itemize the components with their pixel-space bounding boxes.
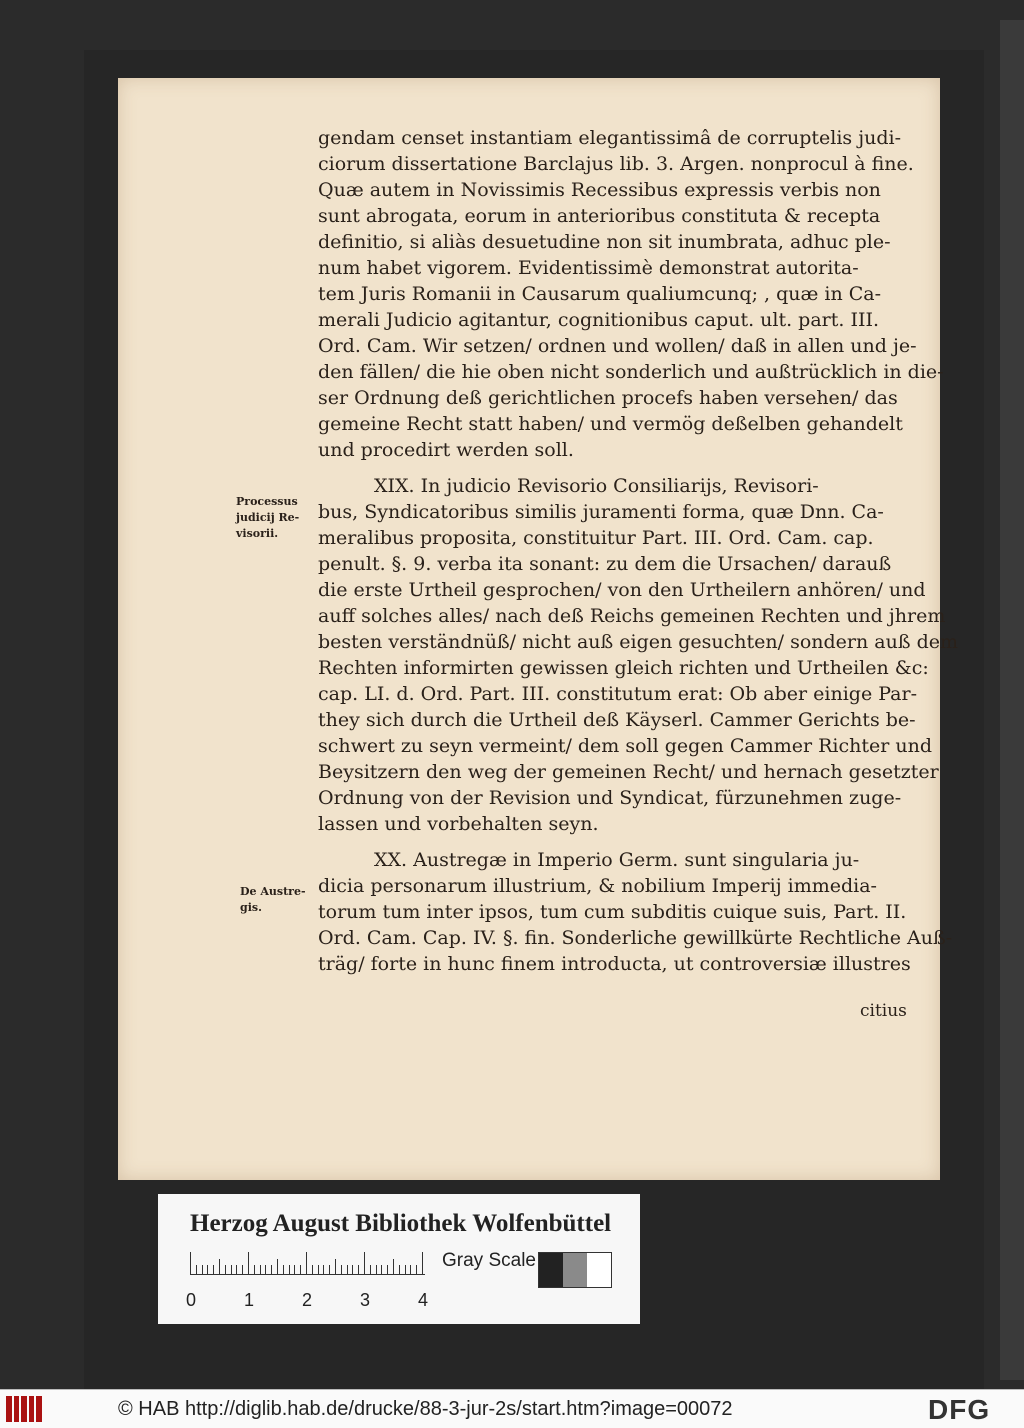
swatch-white — [587, 1253, 611, 1287]
scale-card — [158, 1194, 640, 1324]
text-line: Beysitzern den weg der gemeinen Recht/ und hernach gesetzter — [318, 761, 939, 783]
ruler-tick — [376, 1265, 377, 1274]
ruler-tick — [318, 1265, 319, 1274]
ruler-tick — [335, 1259, 336, 1274]
ruler-tick — [207, 1265, 208, 1274]
text-line: Rechten informirten gewissen gleich richten und Urtheilen &c: — [318, 657, 929, 679]
text-line: gendam censet instantiam elegantissimâ de corruptelis judi- — [318, 127, 902, 149]
ruler-tick — [242, 1265, 243, 1274]
ruler-label: 0 — [186, 1290, 197, 1310]
ruler-tick — [213, 1265, 214, 1274]
text-line: they sich durch die Urtheil deß Käyserl. Cammer Gerichts be- — [318, 709, 916, 731]
ruler-tick — [196, 1265, 197, 1274]
margin-note-line: visorii. — [236, 527, 279, 540]
ruler-tick — [422, 1252, 423, 1274]
ruler-tick — [364, 1252, 365, 1274]
text-line: ser Ordnung deß gerichtlichen procefs haben versehen/ das — [318, 387, 898, 409]
text-line: die erste Urtheil gesprochen/ von den Urtheilern anhören/ und — [318, 579, 926, 601]
ruler-tick — [277, 1259, 278, 1274]
margin-note-line: Processus — [236, 495, 298, 508]
ruler-tick — [352, 1265, 353, 1274]
text-line: sunt abrogata, eorum in anterioribus constituta & recepta — [318, 205, 881, 227]
text-line: Quæ autem in Novissimis Recessibus expressis verbis non — [318, 179, 881, 201]
ruler-tick — [248, 1252, 249, 1274]
text-line: auff solches alles/ nach deß Reichs gemeinen Rechten und jhrem — [318, 605, 946, 627]
ruler-tick — [190, 1252, 191, 1274]
book-page — [118, 78, 958, 1180]
text-line: Ordnung von der Revision und Syndicat, fürzunehmen zuge- — [318, 787, 902, 809]
text-line: dicia personarum illustrium, & nobilium Imperij immedia- — [318, 875, 877, 897]
text-line: definitio, si aliàs desuetudine non sit inumbrata, adhuc ple- — [318, 231, 891, 253]
swatch-black — [539, 1253, 563, 1287]
ruler-tick — [294, 1265, 295, 1274]
ruler-tick — [271, 1265, 272, 1274]
gray-scale-label: Gray Scale — [442, 1250, 536, 1271]
margin-note-austregis — [240, 884, 306, 916]
text-line: meralibus proposita, constituitur Part. III. Ord. Cam. cap. — [318, 527, 874, 549]
text-line: merali Judicio agitantur, cognitionibus caput. ult. part. III. — [318, 309, 880, 331]
scan-edge — [1000, 20, 1024, 1380]
ruler-tick — [416, 1265, 417, 1274]
text-line: XX. Austregæ in Imperio Germ. sunt singularia ju- — [374, 849, 860, 871]
ruler-tick — [329, 1265, 330, 1274]
text-line: cap. LI. d. Ord. Part. III. constitutum erat: Ob aber einige Par- — [318, 683, 917, 705]
ruler-tick — [254, 1265, 255, 1274]
text-line: Ord. Cam. Wir setzen/ ordnen und wollen/ daß in allen und je- — [318, 335, 917, 357]
ruler-tick — [358, 1265, 359, 1274]
margin-note-line: judicij Re- — [236, 511, 300, 524]
text-line: lassen und vorbehalten seyn. — [318, 813, 599, 835]
ruler-tick — [265, 1265, 266, 1274]
ruler-tick — [370, 1265, 371, 1274]
gray-scale-swatches — [538, 1252, 612, 1288]
ruler — [190, 1252, 425, 1275]
margin-note-processus — [236, 494, 299, 542]
ruler-tick — [289, 1265, 290, 1274]
ruler-tick — [410, 1265, 411, 1274]
text-line: bus, Syndicatoribus similis juramenti forma, quæ Dnn. Ca- — [318, 501, 884, 523]
ruler-tick — [283, 1265, 284, 1274]
hab-logo-icon — [6, 1396, 42, 1422]
text-line: XIX. In judicio Revisorio Consiliarijs, Revisori- — [374, 475, 819, 497]
text-line: besten verständnüß/ nicht auß eigen gesuchten/ sondern auß dem — [318, 631, 958, 653]
ruler-label: 2 — [302, 1290, 313, 1310]
text-line: schwert zu seyn vermeint/ dem soll gegen Cammer Richter und — [318, 735, 932, 757]
ruler-tick — [231, 1265, 232, 1274]
catchword: citius — [860, 1001, 907, 1021]
ruler-tick — [306, 1252, 307, 1274]
ruler-tick — [202, 1265, 203, 1274]
text-line: Ord. Cam. Cap. IV. §. fin. Sonderliche gewillkürte Rechtliche Auß- — [318, 927, 953, 949]
dfg-logo: DFG — [928, 1394, 991, 1425]
swatch-gray — [563, 1253, 587, 1287]
text-line: torum tum inter ipsos, tum cum subditis cuique suis, Part. II. — [318, 901, 907, 923]
text-line: penult. §. 9. verba ita sonant: zu dem die Ursachen/ darauß — [318, 553, 892, 575]
text-line: tem Juris Romanii in Causarum qualiumcunq; , quæ in Ca- — [318, 283, 882, 305]
ruler-label: 4 — [418, 1290, 429, 1310]
ruler-tick — [260, 1265, 261, 1274]
margin-note-line: De Austre- — [240, 885, 306, 898]
text-line: den fällen/ die hie oben nicht sonderlich und außtrücklich in die- — [318, 361, 944, 383]
ruler-tick — [312, 1265, 313, 1274]
copyright-link[interactable]: © HAB http://diglib.hab.de/drucke/88-3-jur-2s/start.htm?image=00072 — [118, 1398, 733, 1420]
footer-bar — [0, 1389, 1024, 1428]
text-line: num habet vigorem. Evidentissimè demonstrat autorita- — [318, 257, 859, 279]
ruler-label: 3 — [360, 1290, 371, 1310]
ruler-tick — [347, 1265, 348, 1274]
ruler-tick — [393, 1259, 394, 1274]
ruler-tick — [381, 1265, 382, 1274]
text-line: gemeine Recht statt haben/ und vermög deßelben gehandelt — [318, 413, 903, 435]
ruler-tick — [300, 1265, 301, 1274]
ruler-tick — [225, 1265, 226, 1274]
ruler-tick — [236, 1265, 237, 1274]
ruler-tick — [405, 1265, 406, 1274]
ruler-tick — [387, 1265, 388, 1274]
ruler-tick — [219, 1259, 220, 1274]
ruler-tick — [399, 1265, 400, 1274]
margin-note-line: gis. — [240, 901, 262, 914]
text-line: ciorum dissertatione Barclajus lib. 3. Argen. nonprocul à fine. — [318, 153, 914, 175]
library-name: Herzog August Bibliothek Wolfenbüttel — [190, 1210, 612, 1237]
ruler-label: 1 — [244, 1290, 255, 1310]
text-line: träg/ forte in hunc finem introducta, ut controversiæ illustres — [318, 953, 911, 975]
ruler-tick — [341, 1265, 342, 1274]
ruler-tick — [323, 1265, 324, 1274]
text-line: und procedirt werden soll. — [318, 439, 574, 461]
